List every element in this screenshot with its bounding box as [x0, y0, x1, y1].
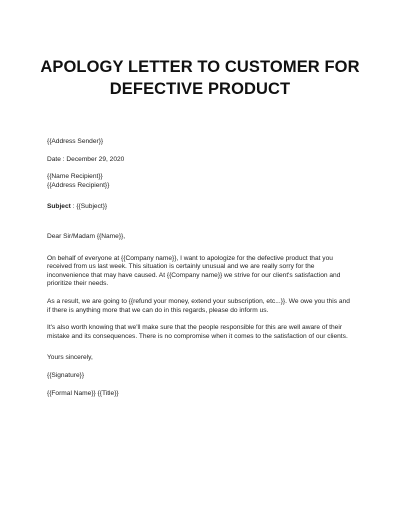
- subject-line: [47, 203, 353, 212]
- paragraph-1-line: inconvenience that may have caused. At {{Company name}} we strive for our client's satisfaction and: [47, 271, 341, 279]
- paragraph-1-line: received from us last week. This situation is certainly unusual and we are really sorry for the: [47, 263, 315, 271]
- salutation: Dear Sir/Madam {{Name}},: [47, 232, 126, 240]
- recipient-address: {{Address Recipient}}: [47, 181, 110, 189]
- signature: {{Signature}}: [47, 371, 85, 379]
- letter-body: [47, 138, 353, 398]
- recipient-name: {{Name Recipient}}: [47, 173, 103, 181]
- paragraph-3-line: mistake and its consequences. There is no compromise when it comes to the satisfaction of our clients.: [47, 332, 348, 340]
- subject-value: : {{Subject}}: [70, 203, 108, 211]
- formal-name-title: {{Formal Name}} {{Title}}: [47, 389, 119, 397]
- letter-date: Date : December 29, 2020: [47, 155, 125, 163]
- closing: Yours sincerely,: [47, 354, 93, 362]
- paragraph-3-line: It's also worth knowing that we'll make sure that the people responsible for this are well aware of their: [47, 324, 342, 332]
- paragraph-1-line: On behalf of everyone at {{Company name}}, I want to apologize for the defective product that you: [47, 254, 333, 262]
- paragraph-1: [47, 255, 353, 289]
- subject-label: Subject: [47, 203, 71, 211]
- title-line-2: DEFECTIVE PRODUCT: [109, 80, 291, 98]
- paragraph-1-line: prioritize their needs.: [47, 280, 109, 288]
- paragraph-3: [47, 324, 353, 341]
- paragraph-2: [47, 298, 353, 315]
- paragraph-2-line: if there is anything more that we can do in this regards, please do inform us.: [47, 306, 269, 314]
- title-line-1: APOLOGY LETTER TO CUSTOMER FOR: [40, 58, 360, 76]
- document-title: [0, 56, 400, 100]
- paragraph-2-line: As a result, we are going to {{refund your money, extend your subscription, etc...}}. We owe you this and: [47, 297, 350, 305]
- sender-address: {{Address Sender}}: [47, 138, 104, 145]
